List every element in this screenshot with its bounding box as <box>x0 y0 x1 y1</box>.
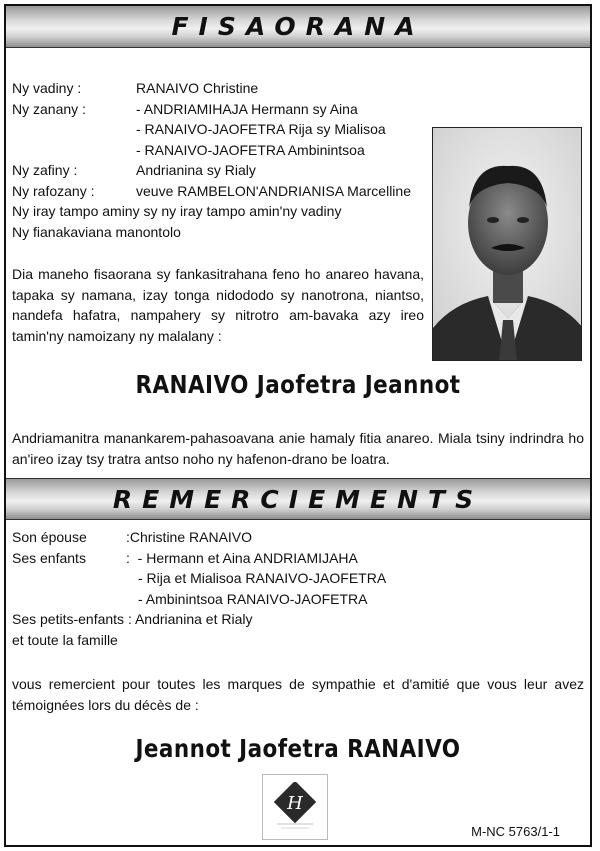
header-banner-fisaorana <box>6 6 590 48</box>
family-label: Ny vadiny : <box>12 80 82 96</box>
header-banner-remerciements <box>6 478 590 520</box>
family-label: Ny zafiny : <box>12 162 78 178</box>
family-sep: : <box>126 549 138 566</box>
family-row <box>12 181 432 202</box>
family-sep: : <box>126 529 130 545</box>
closing-mg: Andriamanitra manankarem-pahasoavana anie hamaly fitia anareo. Miala tsiny indrindra ho an'ireo izay tsy tratra antso noho ny hafenon-drano be loatra. <box>12 430 584 467</box>
deceased-name-fr: Jeannot Jaofetra RANAIVO <box>135 734 461 763</box>
funeral-home-logo <box>262 774 328 840</box>
deceased-name-mg: RANAIVO Jaofetra Jeannot <box>135 370 461 399</box>
family-value: - Ambinintsoa RANAIVO-JAOFETRA <box>138 590 368 607</box>
portrait-icon <box>433 128 582 361</box>
header-title: FISAORANA <box>171 12 425 41</box>
paragraph-fr: vous remercient pour toutes les marques de sympathie et d'amitié que vous leur avez témoignées lors du décès de : <box>12 676 584 713</box>
family-value: Andrianina sy Rialy <box>136 162 256 178</box>
family-value: RANAIVO Christine <box>136 80 259 96</box>
family-label: Ny zanany : <box>12 100 86 117</box>
family-value: veuve RAMBELON'ANDRIANISA Marcelline <box>136 182 411 199</box>
family-row <box>12 527 584 548</box>
family-row <box>12 160 432 181</box>
family-value: Christine RANAIVO <box>129 529 253 545</box>
petits-enfants-line: Ses petits-enfants : Andrianina et Rialy <box>12 611 253 627</box>
family-row <box>12 548 584 569</box>
family-label: Ses enfants <box>12 549 86 566</box>
family-value: - RANAIVO-JAOFETRA Rija sy Mialisoa <box>136 121 386 137</box>
header-title: REMERCIEMENTS <box>112 484 484 514</box>
family-list-mg <box>12 78 432 242</box>
paragraph-mg: Dia maneho fisaorana sy fankasitrahana feno ho anareo havana, tapaka sy namana, izay tonga nidododo sy nanotrona, niantso, nandefa hafatra, nampahery sy nitrotro am-bavaka azy ireo tamin'ny namoizany ny malalany : <box>12 266 424 344</box>
portrait-photo <box>432 127 582 361</box>
reference-code: M-NC 5763/1-1 <box>471 824 560 839</box>
family-label: Ny rafozany : <box>12 182 95 199</box>
extra-line: Ny fianakaviana manontolo <box>12 223 181 240</box>
extra-line: Ny iray tampo aminy sy ny iray tampo amin'ny vadiny <box>12 203 342 219</box>
family-list-fr <box>12 527 584 650</box>
family-label: Son épouse <box>12 529 87 545</box>
family-value: - Hermann et Aina ANDRIAMIJAHA <box>137 549 358 566</box>
funeral-home-logo-icon <box>269 782 321 832</box>
famille-line: et toute la famille <box>12 631 118 648</box>
family-value: - ANDRIAMIHAJA Hermann sy Aina <box>136 100 358 117</box>
svg-text:H: H <box>287 793 303 814</box>
notice-frame <box>4 4 592 847</box>
family-row <box>12 99 432 120</box>
family-value: - RANAIVO-JAOFETRA Ambinintsoa <box>136 141 365 158</box>
family-row <box>12 78 432 99</box>
family-value: - Rija et Mialisoa RANAIVO-JAOFETRA <box>138 570 387 586</box>
